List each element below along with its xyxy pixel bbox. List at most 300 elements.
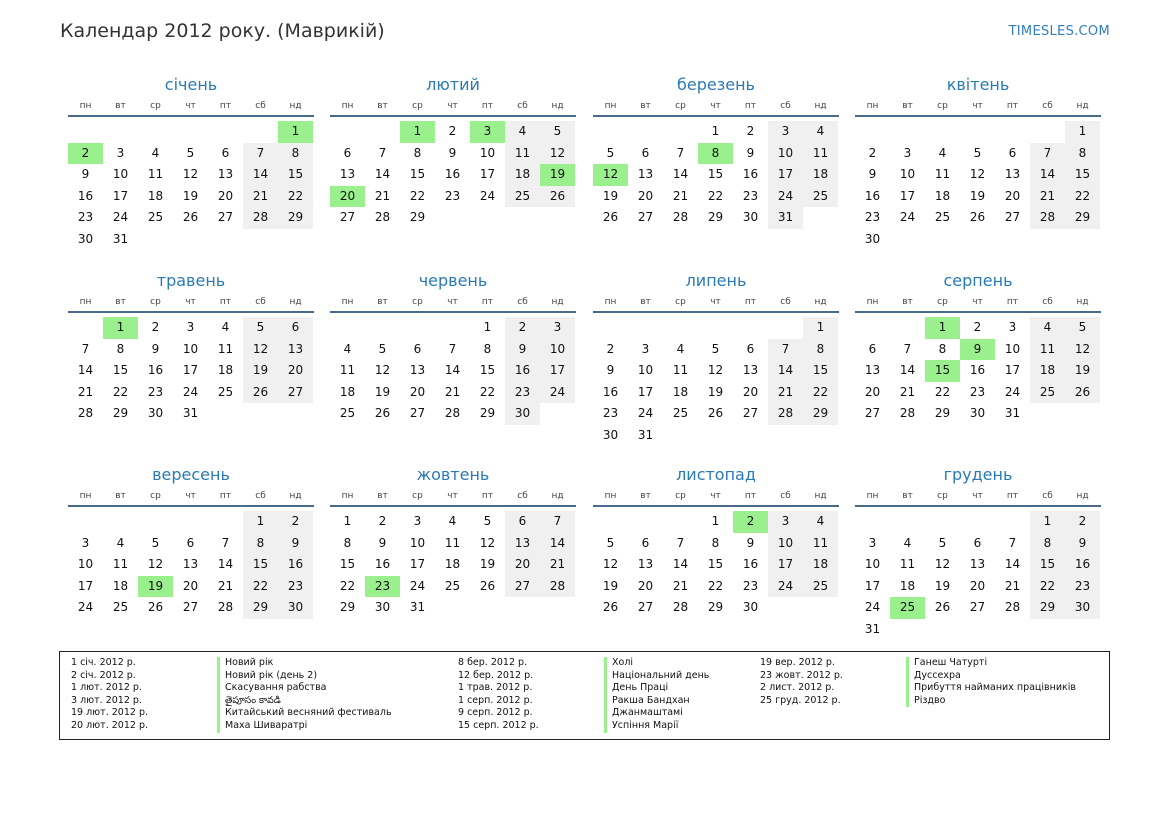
- day-cell: 16: [77, 188, 94, 203]
- weekday-label: вт: [640, 297, 651, 307]
- day-cell: 2: [973, 320, 982, 334]
- empty-cell: [1030, 121, 1065, 143]
- weekday-label: пт: [219, 491, 232, 501]
- holiday-name: Скасування рабства: [217, 682, 327, 695]
- month-name: лютий: [426, 75, 480, 94]
- day-cell: 6: [1008, 145, 1017, 160]
- empty-cell: [698, 317, 733, 339]
- weekday-label: пн: [79, 101, 92, 111]
- weekday-label: пн: [604, 101, 617, 111]
- holiday-name: Холі: [604, 657, 633, 670]
- day-cell: 27: [217, 210, 234, 225]
- empty-cell: [995, 121, 1030, 143]
- day-cell: 1: [1030, 511, 1065, 533]
- day-cell: 20: [278, 360, 313, 382]
- holiday-name: Ракша Бандхан: [604, 695, 690, 708]
- day-cell: 26: [182, 210, 199, 225]
- day-cell: 4: [803, 511, 838, 533]
- day-cell: 17: [409, 557, 426, 572]
- day-cell: 20: [409, 384, 426, 399]
- site-link[interactable]: TIMESLES.COM: [1008, 24, 1110, 39]
- day-cell: 22: [707, 578, 724, 593]
- day-cell: 7: [1008, 535, 1017, 550]
- weekday-label: сб: [255, 491, 266, 501]
- holiday-day: 15: [925, 360, 960, 382]
- day-cell: 14: [540, 533, 575, 555]
- empty-cell: [138, 121, 173, 143]
- day-cell: 7: [768, 339, 803, 361]
- day-cell: 24: [899, 210, 916, 225]
- day-cell: 3: [186, 320, 195, 334]
- empty-cell: [890, 317, 925, 339]
- holiday-date: 2 січ. 2012 р.: [71, 669, 136, 681]
- day-cell: 16: [969, 363, 986, 378]
- day-cell: 14: [1004, 557, 1021, 572]
- day-cell: 12: [479, 535, 496, 550]
- day-cell: 28: [1030, 207, 1065, 229]
- day-cell: 29: [707, 600, 724, 615]
- empty-cell: [103, 511, 138, 533]
- day-cell: 5: [711, 341, 720, 356]
- weekday-label: нд: [1076, 101, 1089, 111]
- day-cell: 21: [1004, 578, 1021, 593]
- weekday-label: нд: [814, 491, 827, 501]
- day-cell: 14: [1030, 164, 1065, 186]
- weekday-label: вт: [115, 491, 126, 501]
- day-cell: 18: [112, 578, 129, 593]
- day-cell: 25: [112, 600, 129, 615]
- day-cell: 23: [864, 210, 881, 225]
- day-cell: 10: [637, 363, 654, 378]
- empty-cell: [208, 511, 243, 533]
- day-cell: 8: [243, 533, 278, 555]
- day-cell: 12: [934, 557, 951, 572]
- day-cell: 18: [217, 363, 234, 378]
- empty-cell: [890, 511, 925, 533]
- day-cell: 4: [938, 145, 947, 160]
- day-cell: 9: [505, 339, 540, 361]
- empty-cell: [733, 317, 768, 339]
- day-cell: 26: [969, 210, 986, 225]
- day-grid: [855, 121, 1101, 251]
- weekday-label: ср: [937, 101, 948, 111]
- day-cell: 11: [147, 167, 164, 182]
- weekday-label: чт: [185, 101, 196, 111]
- day-cell: 24: [182, 384, 199, 399]
- day-cell: 11: [899, 557, 916, 572]
- day-cell: 30: [147, 406, 164, 421]
- weekday-label: ср: [675, 491, 686, 501]
- weekday-label: нд: [1076, 297, 1089, 307]
- holiday-name: Новий рік (день 2): [217, 670, 317, 683]
- empty-cell: [173, 121, 208, 143]
- weekday-label: чт: [972, 297, 983, 307]
- day-cell: 16: [278, 554, 313, 576]
- weekday-label: пн: [79, 491, 92, 501]
- day-cell: 10: [479, 145, 496, 160]
- weekday-header: [330, 294, 576, 313]
- day-cell: 14: [217, 557, 234, 572]
- holiday-entry: [458, 695, 709, 708]
- weekday-label: ср: [412, 101, 423, 111]
- day-cell: 18: [1030, 360, 1065, 382]
- day-cell: 9: [1065, 533, 1100, 555]
- empty-cell: [960, 121, 995, 143]
- day-cell: 18: [505, 164, 540, 186]
- weekday-label: чт: [972, 491, 983, 501]
- empty-cell: [925, 511, 960, 533]
- day-cell: 14: [444, 363, 461, 378]
- holiday-date: 20 лют. 2012 р.: [71, 719, 148, 731]
- weekday-label: пт: [481, 297, 494, 307]
- day-cell: 22: [934, 384, 951, 399]
- month-name: серпень: [943, 271, 1013, 290]
- holiday-day: 3: [470, 121, 505, 143]
- empty-cell: [768, 317, 803, 339]
- holiday-name: Китайський весняний фестиваль: [217, 707, 392, 720]
- day-cell: 23: [602, 406, 619, 421]
- month-12: [855, 464, 1101, 641]
- holiday-date: 3 лют. 2012 р.: [71, 694, 142, 706]
- day-cell: 24: [637, 406, 654, 421]
- weekday-label: сб: [517, 101, 528, 111]
- day-cell: 25: [803, 576, 838, 598]
- day-cell: 10: [409, 535, 426, 550]
- day-cell: 30: [278, 597, 313, 619]
- empty-cell: [663, 121, 698, 143]
- day-cell: 9: [151, 341, 160, 356]
- day-cell: 23: [77, 210, 94, 225]
- day-cell: 4: [1030, 317, 1065, 339]
- day-grid: [593, 511, 839, 619]
- day-cell: 26: [934, 600, 951, 615]
- day-cell: 10: [768, 143, 803, 165]
- weekday-label: пн: [341, 491, 354, 501]
- day-cell: 28: [768, 403, 803, 425]
- weekday-label: пн: [604, 297, 617, 307]
- day-cell: 3: [540, 317, 575, 339]
- day-cell: 5: [378, 341, 387, 356]
- day-grid: [68, 121, 314, 251]
- empty-cell: [103, 121, 138, 143]
- day-cell: 2: [1065, 511, 1100, 533]
- weekday-header: [68, 98, 314, 117]
- day-cell: 14: [768, 360, 803, 382]
- holiday-day: 1: [925, 317, 960, 339]
- day-cell: 22: [339, 578, 356, 593]
- month-name: жовтень: [416, 465, 490, 484]
- weekday-label: вт: [902, 297, 913, 307]
- day-cell: 27: [339, 210, 356, 225]
- day-cell: 8: [1065, 143, 1100, 165]
- day-cell: 14: [243, 164, 278, 186]
- weekday-label: сб: [517, 297, 528, 307]
- holiday-date: 9 серп. 2012 р.: [458, 707, 533, 719]
- day-cell: 7: [221, 535, 230, 550]
- day-cell: 25: [934, 210, 951, 225]
- day-cell: 13: [637, 557, 654, 572]
- day-cell: 25: [672, 406, 689, 421]
- day-cell: 17: [540, 360, 575, 382]
- day-cell: 14: [672, 557, 689, 572]
- day-cell: 21: [374, 188, 391, 203]
- day-cell: 25: [339, 406, 356, 421]
- holiday-column: [71, 657, 392, 733]
- month-8: [855, 270, 1101, 425]
- weekday-label: вт: [902, 101, 913, 111]
- day-cell: 5: [606, 535, 615, 550]
- empty-cell: [68, 511, 103, 533]
- weekday-label: пт: [481, 101, 494, 111]
- day-cell: 5: [186, 145, 195, 160]
- day-cell: 6: [343, 145, 352, 160]
- day-cell: 9: [448, 145, 457, 160]
- holiday-name: Новий рік: [217, 657, 273, 670]
- day-cell: 26: [1065, 382, 1100, 404]
- day-cell: 3: [81, 535, 90, 550]
- holiday-day: 1: [278, 121, 313, 143]
- day-cell: 17: [768, 164, 803, 186]
- day-cell: 24: [540, 382, 575, 404]
- day-cell: 2: [151, 320, 160, 334]
- weekday-label: чт: [972, 101, 983, 111]
- weekday-label: вт: [377, 101, 388, 111]
- empty-cell: [890, 121, 925, 143]
- day-cell: 31: [864, 621, 881, 636]
- weekday-label: ср: [150, 491, 161, 501]
- day-cell: 29: [803, 403, 838, 425]
- day-cell: 29: [409, 210, 426, 225]
- holiday-name: Джанмаштамі: [604, 707, 683, 720]
- day-cell: 4: [505, 121, 540, 143]
- day-grid: [68, 511, 314, 619]
- weekday-label: пт: [481, 491, 494, 501]
- holiday-name: Різдво: [906, 695, 945, 708]
- day-cell: 20: [637, 188, 654, 203]
- day-cell: 24: [864, 600, 881, 615]
- weekday-header: [68, 294, 314, 313]
- day-cell: 29: [1030, 597, 1065, 619]
- day-grid: [855, 511, 1101, 641]
- empty-cell: [68, 317, 103, 339]
- holiday-entry: [458, 720, 709, 733]
- day-cell: 30: [1065, 597, 1100, 619]
- day-cell: 31: [637, 427, 654, 442]
- day-cell: 15: [1065, 164, 1100, 186]
- empty-cell: [960, 511, 995, 533]
- day-cell: 7: [81, 341, 90, 356]
- day-cell: 7: [903, 341, 912, 356]
- day-cell: 7: [1030, 143, 1065, 165]
- holiday-entry: [760, 682, 1076, 695]
- weekday-label: нд: [1076, 491, 1089, 501]
- day-cell: 20: [182, 578, 199, 593]
- day-cell: 27: [505, 576, 540, 598]
- day-cell: 7: [243, 143, 278, 165]
- day-cell: 6: [868, 341, 877, 356]
- day-cell: 17: [768, 554, 803, 576]
- day-cell: 30: [77, 231, 94, 246]
- day-cell: 9: [278, 533, 313, 555]
- day-cell: 18: [934, 188, 951, 203]
- day-cell: 6: [278, 317, 313, 339]
- day-cell: 3: [768, 511, 803, 533]
- weekday-label: пн: [866, 491, 879, 501]
- day-cell: 18: [672, 384, 689, 399]
- holiday-name: Прибуття найманих працівників: [906, 682, 1076, 695]
- month-name: грудень: [943, 465, 1013, 484]
- holiday-date: 25 груд. 2012 р.: [760, 694, 841, 706]
- month-4: [855, 74, 1101, 251]
- day-cell: 28: [243, 207, 278, 229]
- weekday-label: ср: [675, 297, 686, 307]
- holiday-date: 19 вер. 2012 р.: [760, 657, 835, 668]
- month-11: [593, 464, 839, 619]
- weekday-header: [855, 98, 1101, 117]
- weekday-label: вт: [377, 297, 388, 307]
- day-cell: 21: [768, 382, 803, 404]
- weekday-label: нд: [289, 101, 302, 111]
- day-cell: 31: [409, 600, 426, 615]
- day-cell: 10: [1004, 341, 1021, 356]
- day-cell: 8: [711, 535, 720, 550]
- day-cell: 19: [1065, 360, 1100, 382]
- day-cell: 21: [1030, 186, 1065, 208]
- day-cell: 25: [147, 210, 164, 225]
- holiday-entry: [458, 657, 709, 670]
- day-cell: 26: [147, 600, 164, 615]
- weekday-label: вт: [115, 101, 126, 111]
- weekday-label: вт: [640, 491, 651, 501]
- day-cell: 20: [505, 554, 540, 576]
- day-cell: 3: [768, 121, 803, 143]
- day-cell: 7: [448, 341, 457, 356]
- empty-cell: [628, 317, 663, 339]
- day-cell: 6: [746, 341, 755, 356]
- day-cell: 22: [112, 384, 129, 399]
- holiday-legend: [59, 651, 1110, 740]
- day-cell: 28: [1004, 600, 1021, 615]
- month-name: червень: [418, 271, 488, 290]
- weekday-label: пт: [744, 297, 757, 307]
- empty-cell: [628, 121, 663, 143]
- day-cell: 24: [768, 576, 803, 598]
- day-cell: 30: [864, 231, 881, 246]
- day-cell: 20: [217, 188, 234, 203]
- day-cell: 21: [77, 384, 94, 399]
- day-grid: [593, 317, 839, 447]
- day-cell: 3: [1008, 320, 1017, 334]
- empty-cell: [68, 121, 103, 143]
- empty-cell: [330, 121, 365, 143]
- day-cell: 24: [479, 188, 496, 203]
- day-cell: 1: [483, 320, 492, 334]
- empty-cell: [208, 121, 243, 143]
- month-2: [330, 74, 576, 229]
- day-cell: 4: [803, 121, 838, 143]
- holiday-entry: [458, 682, 709, 695]
- day-cell: 12: [243, 339, 278, 361]
- day-cell: 12: [540, 143, 575, 165]
- day-cell: 4: [221, 320, 230, 334]
- weekday-label: пт: [1006, 101, 1019, 111]
- empty-cell: [138, 511, 173, 533]
- empty-cell: [593, 121, 628, 143]
- day-cell: 23: [742, 578, 759, 593]
- holiday-column: [458, 657, 709, 733]
- day-cell: 23: [147, 384, 164, 399]
- weekday-label: пт: [219, 101, 232, 111]
- holiday-entry: [71, 682, 392, 695]
- month-1: [68, 74, 314, 251]
- day-cell: 10: [768, 533, 803, 555]
- day-cell: 17: [112, 188, 129, 203]
- day-cell: 26: [602, 210, 619, 225]
- day-cell: 10: [77, 557, 94, 572]
- weekday-label: пт: [1006, 491, 1019, 501]
- holiday-day: 2: [733, 511, 768, 533]
- day-cell: 28: [444, 406, 461, 421]
- weekday-label: сб: [255, 101, 266, 111]
- month-name: вересень: [152, 465, 230, 484]
- day-cell: 15: [409, 167, 426, 182]
- holiday-date: 12 бер. 2012 р.: [458, 669, 534, 681]
- weekday-header: [330, 488, 576, 507]
- empty-cell: [243, 121, 278, 143]
- month-7: [593, 270, 839, 447]
- weekday-label: нд: [551, 297, 564, 307]
- weekday-header: [593, 294, 839, 313]
- weekday-label: вт: [640, 101, 651, 111]
- day-cell: 6: [641, 145, 650, 160]
- empty-cell: [995, 511, 1030, 533]
- day-cell: 22: [1065, 186, 1100, 208]
- day-cell: 17: [637, 384, 654, 399]
- day-cell: 6: [641, 535, 650, 550]
- day-cell: 13: [969, 557, 986, 572]
- month-name: листопад: [676, 465, 756, 484]
- day-cell: 25: [1030, 382, 1065, 404]
- day-cell: 19: [374, 384, 391, 399]
- day-cell: 20: [864, 384, 881, 399]
- day-cell: 1: [711, 514, 720, 528]
- day-cell: 13: [1004, 167, 1021, 182]
- weekday-label: чт: [447, 297, 458, 307]
- weekday-label: ср: [150, 297, 161, 307]
- day-cell: 9: [868, 167, 877, 182]
- day-cell: 19: [602, 578, 619, 593]
- day-cell: 24: [77, 600, 94, 615]
- weekday-label: сб: [255, 297, 266, 307]
- day-cell: 18: [147, 188, 164, 203]
- day-cell: 21: [899, 384, 916, 399]
- day-cell: 31: [768, 207, 803, 229]
- day-cell: 11: [217, 341, 234, 356]
- holiday-date: 1 трав. 2012 р.: [458, 682, 533, 694]
- holiday-entry: [71, 720, 392, 733]
- month-10: [330, 464, 576, 619]
- holiday-day: 8: [698, 143, 733, 165]
- weekday-label: ср: [937, 491, 948, 501]
- day-cell: 5: [151, 535, 160, 550]
- day-cell: 27: [969, 600, 986, 615]
- day-cell: 11: [444, 535, 461, 550]
- day-cell: 15: [1030, 554, 1065, 576]
- day-cell: 23: [278, 576, 313, 598]
- day-cell: 23: [742, 188, 759, 203]
- holiday-day: 1: [103, 317, 138, 339]
- month-9: [68, 464, 314, 619]
